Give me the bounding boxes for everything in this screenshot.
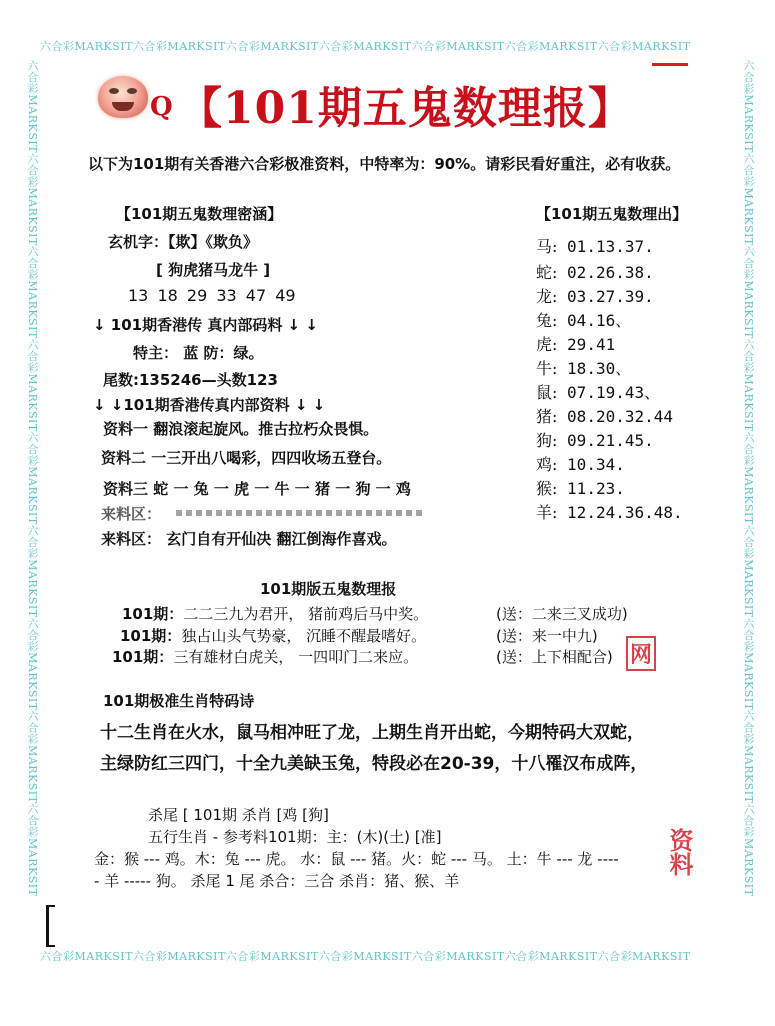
watermark-text: 六合彩MARKSIT xyxy=(504,40,598,52)
watermark-text: 六合彩MARKSIT xyxy=(742,524,755,618)
zodiac-nums: 04.16、 xyxy=(567,311,632,330)
red-mark xyxy=(652,63,688,66)
intro-text: 以下为101期有关香港六合彩极准资料，中特率为：90%。请彩民看好重注，必有收获。 xyxy=(88,155,681,173)
watermark-text: 六合彩MARKSIT xyxy=(742,60,755,153)
zodiac-row xyxy=(536,428,654,451)
laiyuan-1-faded xyxy=(176,510,426,516)
zodiac-nums: 01.13.37. xyxy=(567,237,654,256)
zodiac-row xyxy=(536,404,673,427)
watermark-right xyxy=(742,60,756,930)
watermark-text: 六合彩MARKSIT xyxy=(26,338,39,432)
zodiac-label: 虎: xyxy=(536,335,558,354)
watermark-text: 六合彩MARKSIT xyxy=(40,40,133,52)
zodiac-line: [ 狗虎猪马龙牛 ] xyxy=(156,261,271,279)
watermark-text: 六合彩MARKSIT xyxy=(225,40,319,52)
zodiac-nums: 03.27.39. xyxy=(567,287,654,306)
section2-send: (送：来一中九) xyxy=(496,627,598,645)
zodiac-nums: 09.21.45. xyxy=(567,431,654,450)
watermark-text: 六合彩MARKSIT xyxy=(26,245,39,339)
watermark-text: 六合彩MARKSIT xyxy=(26,60,39,153)
watermark-text: 六合彩MARKSIT xyxy=(597,40,691,52)
zodiac-nums: 07.19.43、 xyxy=(567,383,661,402)
section2-text: 三有雄材白虎关， 一四叩门二来应。 xyxy=(173,648,419,666)
watermark-text: 六合彩MARKSIT xyxy=(742,338,755,432)
zodiac-row xyxy=(536,260,654,283)
left-bracket-mark xyxy=(46,905,55,947)
zodiac-nums: 12.24.36.48. xyxy=(567,503,683,522)
watermark-text: 六合彩MARKSIT xyxy=(26,524,39,618)
watermark-text: 六合彩MARKSIT xyxy=(40,950,133,962)
watermark-top xyxy=(40,38,740,52)
face-icon xyxy=(98,76,148,118)
zodiac-row xyxy=(536,500,683,523)
wuxing-line: 五行生肖 - 参考料101期：主：(木)(土) [准] xyxy=(148,828,442,846)
zodiac-row xyxy=(536,332,615,355)
section2-line xyxy=(120,625,426,646)
section2-text: 独占山头气势豪， 沉睡不醒最嗜好。 xyxy=(181,627,427,645)
zodiac-nums: 10.34. xyxy=(567,455,625,474)
watermark-text: 六合彩MARKSIT xyxy=(504,950,598,962)
zodiac-row xyxy=(536,380,660,403)
watermark-text: 六合彩MARKSIT xyxy=(411,950,505,962)
watermark-text: 六合彩MARKSIT xyxy=(742,431,755,525)
zodiac-label: 兔: xyxy=(536,311,558,330)
zodiac-nums: 02.26.38. xyxy=(567,263,654,282)
ziliao-stamp: 资料 xyxy=(665,828,694,876)
section2-line xyxy=(122,603,428,624)
zodiac-label: 鼠: xyxy=(536,383,558,402)
watermark-text: 六合彩MARKSIT xyxy=(26,431,39,525)
weishu-text: 尾数:135246—头数123 xyxy=(103,371,278,389)
watermark-text: 六合彩MARKSIT xyxy=(26,803,39,897)
watermark-text: 六合彩MARKSIT xyxy=(225,950,319,962)
section2-heading: 101期版五鬼数理报 xyxy=(260,580,397,598)
tezhu-text: 特主： 蓝 防：绿。 xyxy=(133,344,264,362)
wang-stamp: 网 xyxy=(626,636,656,671)
poem-line-1: 十二生肖在火水，鼠马相冲旺了龙，上期生肖开出蛇，今期特码大双蛇， xyxy=(100,723,644,743)
zodiac-row xyxy=(536,476,625,499)
zodiac-label: 狗: xyxy=(536,431,558,450)
watermark-text: 六合彩MARKSIT xyxy=(742,710,755,804)
poem-heading: 101期极准生肖特码诗 xyxy=(103,692,255,710)
zodiac-label: 蛇: xyxy=(536,263,558,282)
section2-send: (送：二来三叉成功) xyxy=(496,605,628,623)
ziliao-1: 资料一 翻浪滚起旋风。推古拉朽众畏惧。 xyxy=(103,420,379,438)
page-title: 【101期五鬼数理报】 xyxy=(178,83,633,134)
watermark-text: 六合彩MARKSIT xyxy=(26,710,39,804)
zodiac-label: 羊: xyxy=(536,503,558,522)
zodiac-row xyxy=(536,308,631,331)
neibu-heading-2: ↓ ↓101期香港传真内部资料 ↓ ↓ xyxy=(93,396,326,414)
zodiac-label: 马: xyxy=(536,237,558,256)
watermark-text: 六合彩MARKSIT xyxy=(318,950,412,962)
zodiac-row xyxy=(536,452,625,475)
section2-label: 101期： xyxy=(122,605,184,623)
zodiac-nums: 08.20.32.44 xyxy=(567,407,674,426)
watermark-text: 六合彩MARKSIT xyxy=(742,245,755,339)
zodiac-row xyxy=(536,356,631,379)
watermark-text: 六合彩MARKSIT xyxy=(742,803,755,897)
laiyuan-1: 来料区： xyxy=(101,505,162,523)
left-heading: 【101期五鬼数理密涵】 xyxy=(116,205,283,223)
watermark-text: 六合彩MARKSIT xyxy=(742,152,755,246)
watermark-bottom xyxy=(40,948,740,962)
zodiac-nums: 11.23. xyxy=(567,479,625,498)
zodiac-label: 龙: xyxy=(536,287,558,306)
ziliao-2: 资料二 一三开出八喝彩，四四收场五登台。 xyxy=(101,449,392,467)
laiyuan-2: 来料区： 玄门自有开仙决 翻江倒海作喜戏。 xyxy=(101,530,397,548)
zodiac-nums: 29.41 xyxy=(567,335,616,354)
numbers-line: 13 18 29 33 47 49 xyxy=(128,286,296,305)
poem-line-2: 主绿防红三四门，十全九美缺玉兔，特段必在20-39，十八罹汉布成阵， xyxy=(100,754,648,774)
ziliao-3: 资料三 蛇 一 兔 一 虎 一 牛 一 猪 一 狗 一 鸡 xyxy=(103,480,411,498)
neibu-heading-1: ↓ 101期香港传 真内部码料 ↓ ↓ xyxy=(93,316,318,334)
section2-label: 101期： xyxy=(112,648,174,666)
watermark-text: 六合彩MARKSIT xyxy=(597,950,691,962)
watermark-text: 六合彩MARKSIT xyxy=(26,617,39,711)
watermark-text: 六合彩MARKSIT xyxy=(132,950,226,962)
zodiac-label: 牛: xyxy=(536,359,558,378)
watermark-text: 六合彩MARKSIT xyxy=(26,152,39,246)
watermark-left xyxy=(26,60,40,930)
right-heading: 【101期五鬼数理出】 xyxy=(536,205,688,223)
section2-text: 二二三九为君开， 猪前鸡后马中奖。 xyxy=(183,605,429,623)
q-letter: Q xyxy=(150,92,173,122)
watermark-text: 六合彩MARKSIT xyxy=(318,40,412,52)
section2-line xyxy=(112,646,418,667)
shawei-line: 杀尾 [ 101期 杀肖 [鸡 [狗] xyxy=(148,806,329,824)
zodiac-label: 鸡: xyxy=(536,455,558,474)
wuxing-detail-1: 金：猴 --- 鸡。木：兔 --- 虎。 水：鼠 --- 猪。火：蛇 --- 马。 土：牛 --- 龙 ---- xyxy=(94,850,619,868)
watermark-text: 六合彩MARKSIT xyxy=(132,40,226,52)
zodiac-nums: 18.30、 xyxy=(567,359,632,378)
zodiac-row xyxy=(536,284,654,307)
xuanji-text: 玄机字：【欺】《欺负》 xyxy=(108,233,259,251)
section2-label: 101期： xyxy=(120,627,182,645)
zodiac-row xyxy=(536,234,654,257)
watermark-text: 六合彩MARKSIT xyxy=(742,617,755,711)
wuxing-detail-2: - 羊 ----- 狗。 杀尾 1 尾 杀合：三合 杀肖：猪、猴、羊 xyxy=(94,872,460,890)
watermark-text: 六合彩MARKSIT xyxy=(411,40,505,52)
zodiac-label: 猴: xyxy=(536,479,558,498)
section2-send: (送：上下相配合) xyxy=(496,648,613,666)
zodiac-label: 猪: xyxy=(536,407,558,426)
